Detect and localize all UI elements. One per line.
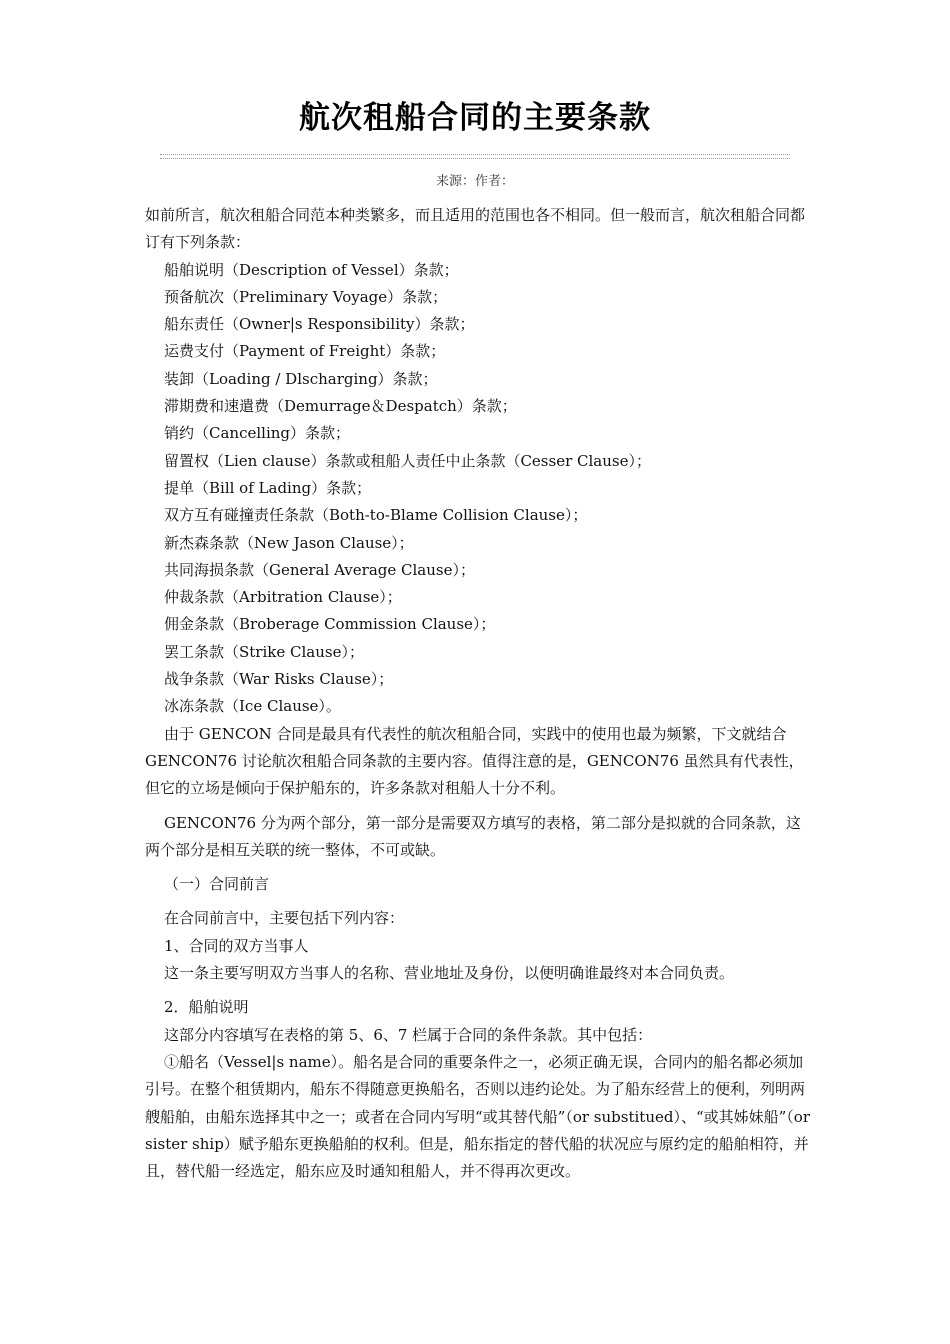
clause-item: 罢工条款（Strike Clause）； xyxy=(164,642,364,661)
item-heading: 2．船舶说明 xyxy=(164,998,249,1017)
clause-item: 仲裁条款（Arbitration Clause）； xyxy=(164,588,402,607)
intro-paragraph: 如前所言，航次租船合同范本种类繁多，而且适用的范围也各不相同。但一般而言，航次租船合同都订有下列条款： xyxy=(145,206,806,252)
clause-item: 新杰森条款（New Jason Clause）； xyxy=(164,533,414,552)
clause-item: 预备航次（Preliminary Voyage）条款； xyxy=(164,287,448,306)
gencon-paragraph: 由于 GENCON 合同是最具有代表性的航次租船合同，实践中的使用也最为频繁，下文就结合 GENCON76 讨论航次租船合同条款的主要内容。值得注意的是，GENCON76 虽然具有代表性，但它的立场是倾向于保护船东的，许多条款对租船人十分不利。 xyxy=(145,724,804,798)
vessel-name-paragraph: ①船名（Vessel|s name）。船名是合同的重要条件之一，必须正确无误，合同内的船名都必须加引号。在整个租赁期内，船东不得随意更换船名，否则以违约论处。为了船东经营上的便利，列明两艘船舶，由船东选择其中之一；或者在合同内写明“或其替代船”（or substitued）、“或其姊妹船”（or sister ship）赋予船东更换船舶的权利。但是，船东指定的替代船的状况应与原约定的船舶相符，并且，替代船一经选定，船东应及时通知租船人，并不得再次更改。 xyxy=(145,1052,810,1181)
clause-item: 战争条款（War Risks Clause）； xyxy=(164,670,394,689)
clause-item: 运费支付（Payment of Freight）条款； xyxy=(164,342,446,361)
clause-item: 滞期费和速遣费（Demurrage＆Despatch）条款； xyxy=(164,397,517,416)
item-body: 这部分内容填写在表格的第 5、6、7 栏属于合同的条件条款。其中包括： xyxy=(164,1025,653,1044)
source-line: 来源：作者： xyxy=(435,174,514,189)
clause-item: 双方互有碰撞责任条款（Both-to-Blame Collision Clause）； xyxy=(164,506,588,525)
document-title: 航次租船合同的主要条款 xyxy=(299,100,651,136)
section-heading: （一）合同前言 xyxy=(164,875,270,894)
clause-item: 装卸（Loading / Dlscharging）条款； xyxy=(164,369,438,388)
document-body xyxy=(145,202,810,1185)
section-intro: 在合同前言中，主要包括下列内容： xyxy=(164,909,405,928)
clause-item: 佣金条款（Broberage Commission Clause）； xyxy=(164,615,496,634)
clause-item: 共同海损条款（General Average Clause）； xyxy=(164,560,475,579)
clause-item: 船东责任（Owner|s Responsibility）条款； xyxy=(164,315,475,334)
clause-item: 留置权（Lien clause）条款或租船人责任中止条款（Cesser Clause）； xyxy=(164,451,651,470)
title-divider xyxy=(160,154,790,159)
clause-item: 销约（Cancelling）条款； xyxy=(164,424,351,443)
item-body: 这一条主要写明双方当事人的名称、营业地址及身份，以便明确谁最终对本合同负责。 xyxy=(164,964,735,983)
clause-item: 冰冻条款（Ice Clause）。 xyxy=(164,697,341,716)
clause-item: 船舶说明（Description of Vessel）条款； xyxy=(164,260,459,279)
clause-list xyxy=(145,257,810,721)
gencon-parts-paragraph: GENCON76 分为两个部分，第一部分是需要双方填写的表格，第二部分是拟就的合同条款，这两个部分是相互关联的统一整体，不可或缺。 xyxy=(145,813,801,859)
clause-item: 提单（Bill of Lading）条款； xyxy=(164,478,372,497)
item-heading: 1、合同的双方当事人 xyxy=(164,936,309,955)
